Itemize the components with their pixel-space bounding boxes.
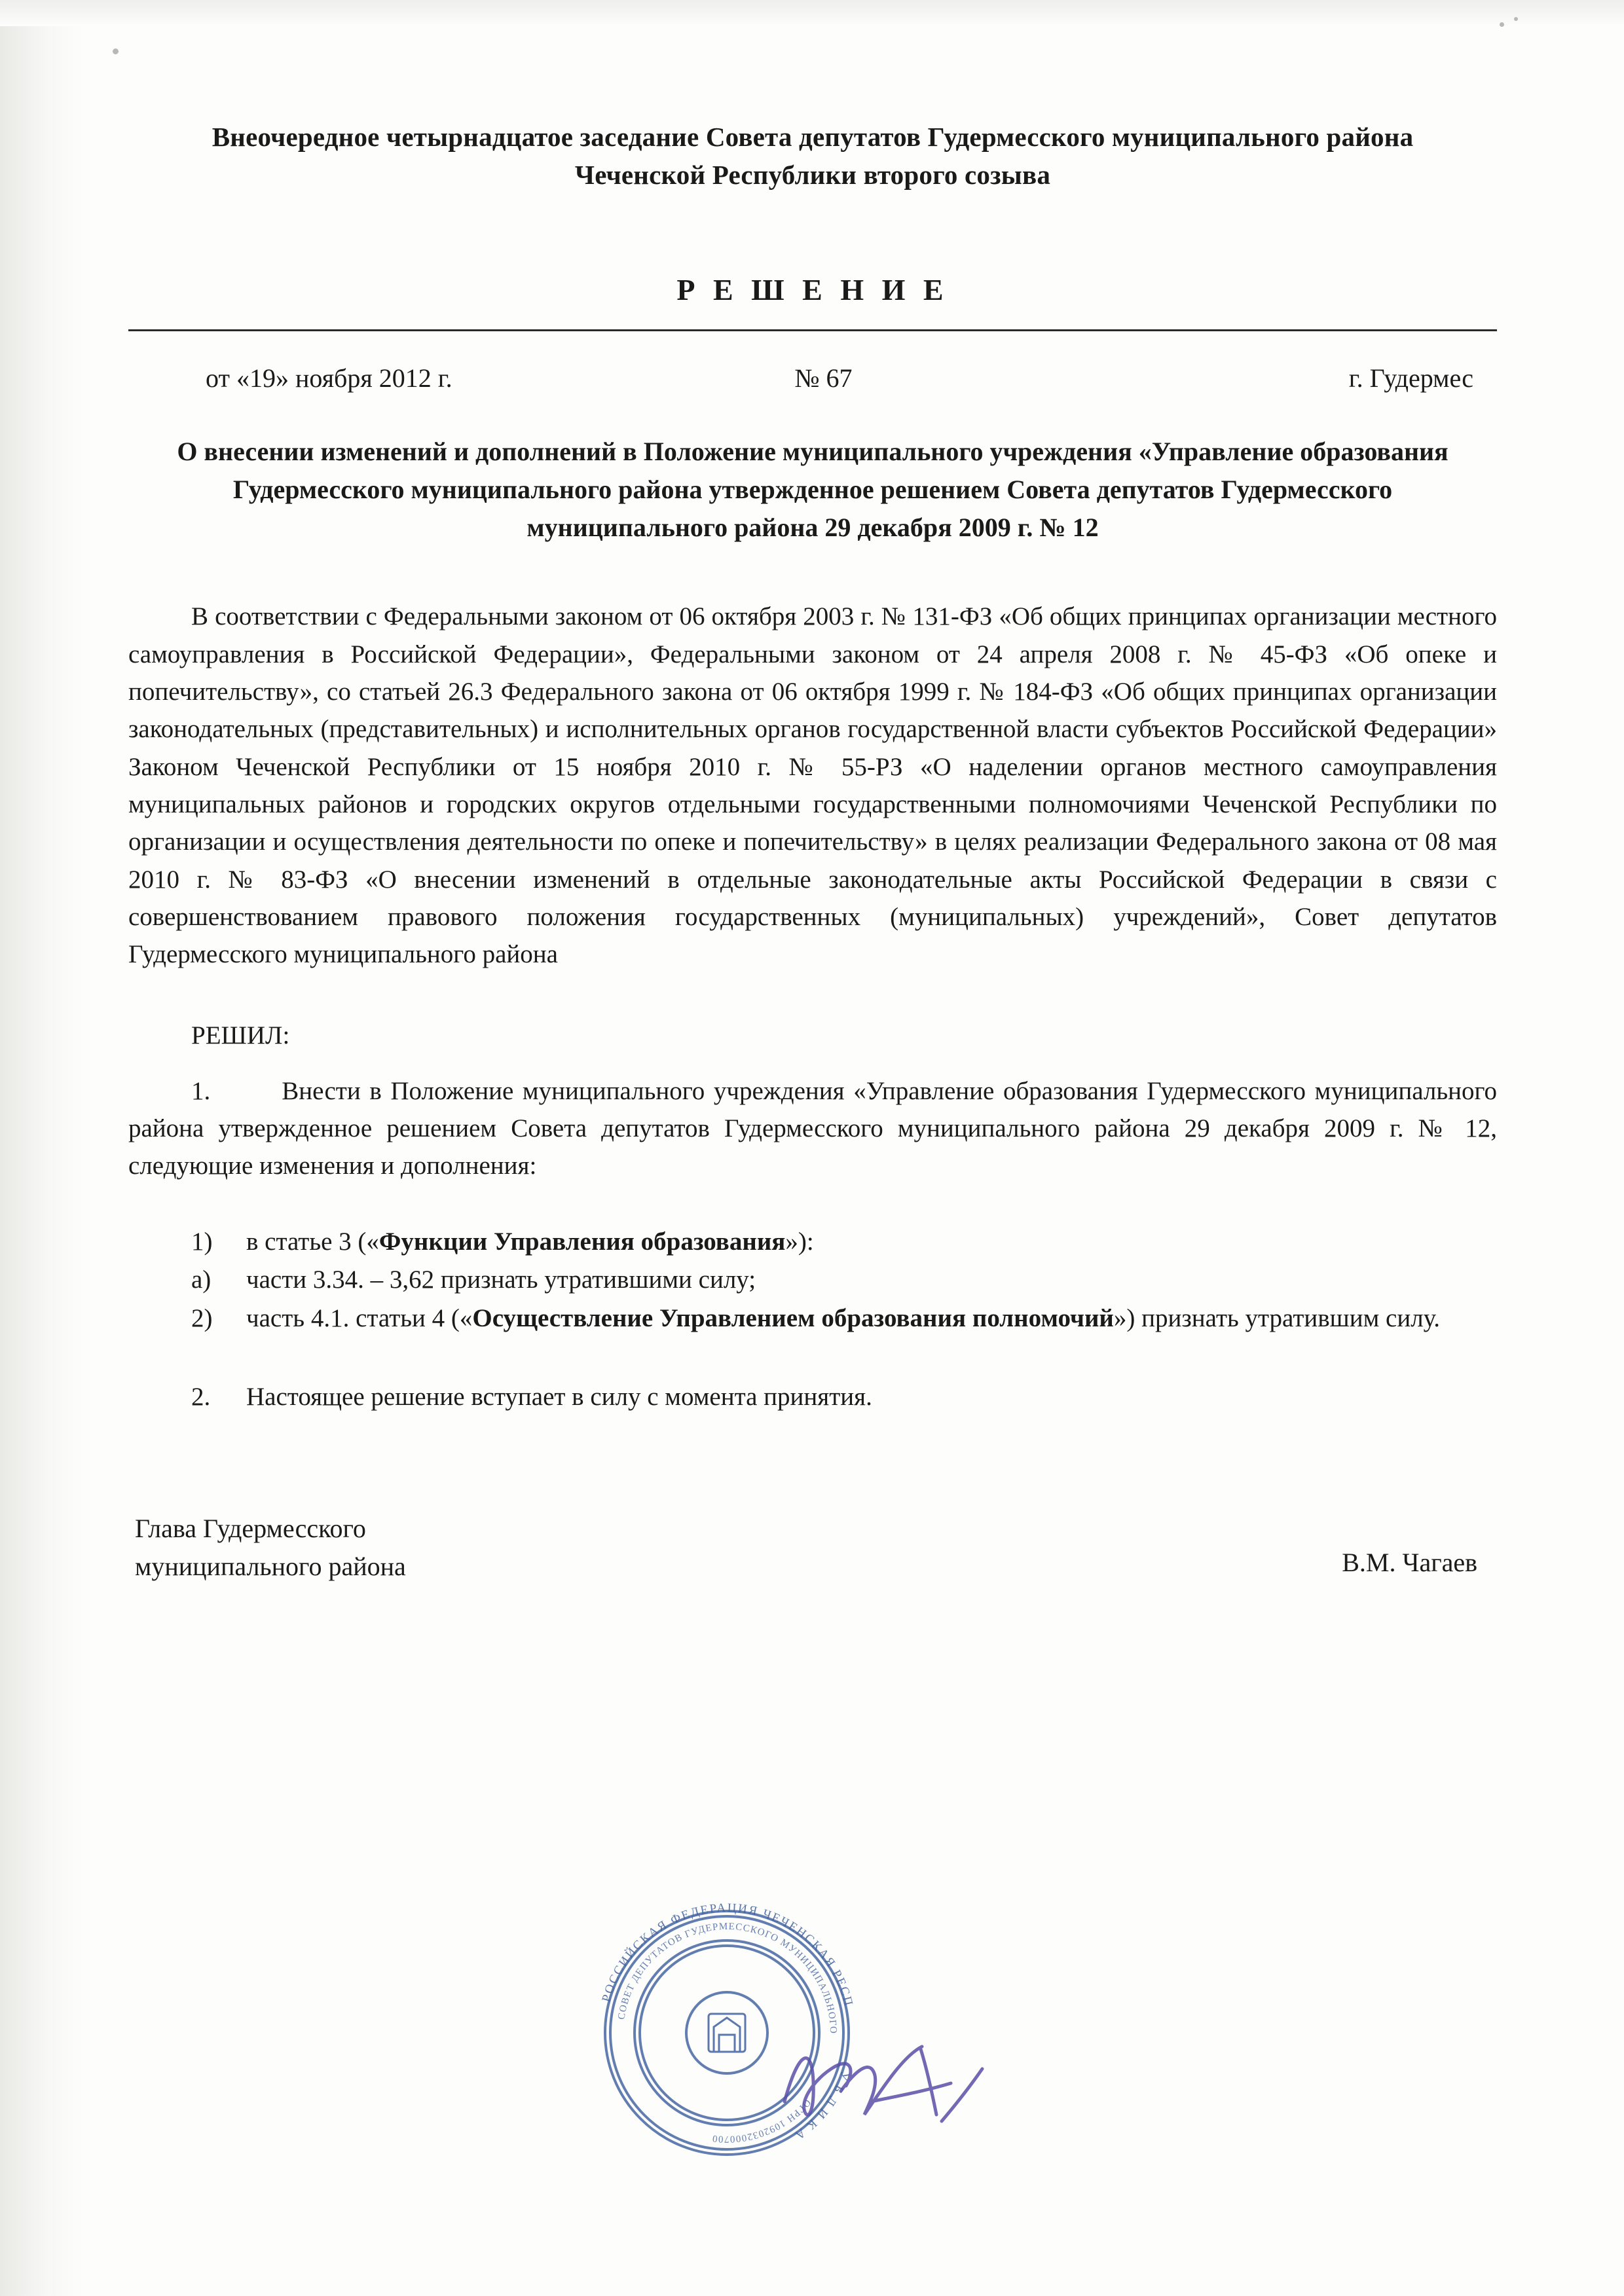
sub-item-2-after: ») признать утратившим силу. bbox=[1113, 1303, 1440, 1332]
sub-item-2-before: часть 4.1. статьи 4 (« bbox=[246, 1303, 473, 1332]
sub-item-list bbox=[128, 1223, 1497, 1338]
sub-item-text bbox=[246, 1223, 1497, 1262]
sub-item-text bbox=[246, 1300, 1497, 1338]
resolved-label: РЕШИЛ: bbox=[191, 1021, 290, 1049]
item-1-text bbox=[128, 1072, 1497, 1185]
sub-item-0-after: »): bbox=[785, 1227, 814, 1256]
item-1-body: Внести в Положение муниципального учреждения «Управление образования Гудермесского муниципального района утвержденное решением Совета депутатов Гудермесского муниципального района 29 декабря 2009 г. № 12, следующие изменения и дополнения: bbox=[128, 1076, 1497, 1180]
list-item bbox=[128, 1223, 1497, 1262]
svg-text:ОГРН 1092032000700: ОГРН 1092032000700 bbox=[711, 2097, 813, 2145]
document-content bbox=[128, 118, 1497, 1586]
official-stamp bbox=[583, 1899, 871, 2160]
sub-item-1-before: части 3.34. – 3,62 признать утратившими силу; bbox=[246, 1266, 756, 1294]
signature-block bbox=[128, 1510, 1497, 1586]
svg-text:У Б Л И К А: У Б Л И К А bbox=[791, 2069, 853, 2143]
document-date: от «19» ноября 2012 г. bbox=[206, 363, 452, 393]
document-meta bbox=[128, 363, 1497, 393]
signer-name: В.М. Чагаев bbox=[1342, 1548, 1477, 1578]
signer-position bbox=[128, 1510, 888, 1586]
signer-position-line1: Глава Гудермесского bbox=[135, 1514, 366, 1544]
item-1-block bbox=[128, 1072, 1497, 1185]
item-2-number: 2. bbox=[191, 1383, 211, 1412]
page-title: О внесении изменений и дополнений в Положение муниципального учреждения «Управление образования Гудермесского муниципального района утвержденное решением Совета депутатов Гудермесского муниципального района 29 декабря 2009 г. № 12 bbox=[177, 437, 1449, 543]
sub-item-marker: а) bbox=[191, 1266, 212, 1294]
header-divider bbox=[128, 329, 1497, 331]
sub-item-text bbox=[246, 1261, 1497, 1300]
scan-edge-left bbox=[0, 0, 84, 2296]
item-2-text: Настоящее решение вступает в силу с момента принятия. bbox=[246, 1383, 872, 1412]
signer-position-line2: муниципального района bbox=[135, 1552, 406, 1582]
sub-item-0-bold: Функции Управления образования bbox=[378, 1227, 786, 1256]
item-1-number: 1. bbox=[191, 1076, 211, 1105]
scan-speck bbox=[1500, 22, 1504, 27]
sub-item-0-before: в статье 3 (« bbox=[246, 1227, 379, 1256]
document-place: г. Гудермес bbox=[1348, 363, 1473, 393]
document-type: Р Е Ш Е Н И Е bbox=[676, 273, 949, 307]
sub-item-2-bold: Осуществление Управлением образования полномочий bbox=[472, 1303, 1114, 1332]
meeting-header: Внеочередное четырнадцатое заседание Совета депутатов Гудермесского муниципального района Чеченской Республики второго созыва bbox=[212, 122, 1414, 191]
sub-item-marker: 2) bbox=[191, 1303, 213, 1332]
list-item bbox=[128, 1261, 1497, 1300]
list-item bbox=[128, 1300, 1497, 1338]
handwritten-signature bbox=[773, 2023, 995, 2154]
preamble-text: В соответствии с Федеральными законом от 06 октября 2003 г. № 131-ФЗ «Об общих принципах организации местного самоуправления в Российской Федерации», Федеральными законом от 24 апреля 2008 г. № 45-ФЗ «Об опеке и попечительству», со статьей 26.3 Федерального закона от 06 октября 1999 г. № 184-ФЗ «Об общих принципах организации законодательных (представительных) и исполнительных органов государственной власти субъектов Российской Федерации» Законом Чеченской Республики от 15 ноября 2010 г. № 55-РЗ «О наделении органов местного самоуправления муниципальных районов и городских округов отдельными государственными полномочиями Чеченской Республики по организации и осуществления деятельности по опеке и попечительству» в целях реализации Федерального закона от 08 мая 2010 г. № 83-ФЗ «О внесении изменений в отдельные законодательные акты Российской Федерации в связи с совершенствованием правового положения государственных (муниципальных) учреждений», Совет депутатов Гудермесского муниципального района bbox=[128, 602, 1497, 969]
svg-text:СОВЕТ ДЕПУТАТОВ ГУДЕРМЕССКОГО: СОВЕТ ДЕПУТАТОВ ГУДЕРМЕССКОГО МУНИЦИПАЛЬНОГО bbox=[616, 1921, 839, 2035]
item-2-block bbox=[128, 1382, 1497, 1412]
document-number: № 67 bbox=[794, 363, 853, 393]
sub-item-marker: 1) bbox=[191, 1227, 213, 1256]
scan-edge-top bbox=[0, 0, 1624, 26]
scan-speck bbox=[1514, 17, 1518, 21]
preamble-block bbox=[128, 598, 1497, 973]
scan-speck bbox=[113, 48, 119, 54]
svg-text:РОССИЙСКАЯ ФЕДЕРАЦИЯ ЧЕЧЕНСКАЯ: РОССИЙСКАЯ ФЕДЕРАЦИЯ ЧЕЧЕНСКАЯ РЕСП bbox=[599, 1901, 856, 2009]
